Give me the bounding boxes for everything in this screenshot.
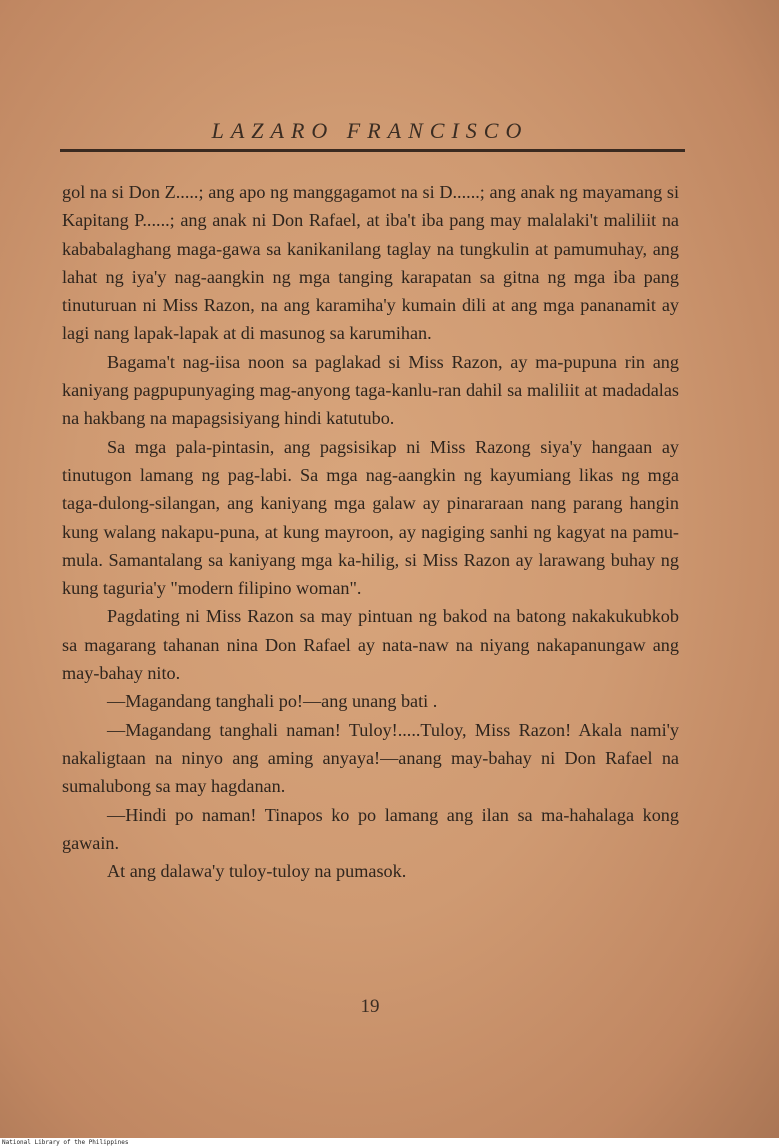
paragraph: Pagdating ni Miss Razon sa may pintuan ng bakod na batong nakakukubkob sa magarang tahanan nina Don Rafael ay nata-naw na niyang nakapanungaw ang may-bahay nito.: [62, 606, 679, 684]
paragraph: Sa mga pala-pintasin, ang pagsisikap ni Miss Razong siya'y hangaan ay tinutugon lamang ng pag-labi. Sa mga nag-aangkin ng kayumiang likas ng mga taga-dulong-silangan, ang kaniyang mga galaw ay pinararaan nang parang hangin kung walang nakapu-puna, at kung mayroon, ay nagiging sanhi ng kagyat na pamu-mula. Samantalang sa kaniyang mga ka-hilig, si Miss Razon ay larawang buhay ng kung taguria'y "modern filipino woman".: [62, 436, 679, 599]
paragraph: gol na si Don Z.....; ang apo ng manggagamot na si D......; ang anak ng mayamang si Kapitang P......; ang anak ni Don Rafael, at iba't iba pang may malalaki't maliliit na kababalaghang maga-gawa sa kanikanilang taglay na tungkulin at pamumuhay, ang lahat ng iya'y nag-aangkin ng mga tanging karapatan sa gitna ng mga iba pang tinuturuan ni Miss Razon, na ang karamiha'y kumain dili at ang mga pananamit ay lagi nang lapak-lapak at di masunog sa karumihan.: [62, 182, 679, 344]
paragraph: Bagama't nag-iisa noon sa paglakad si Miss Razon, ay ma-pupuna rin ang kaniyang pagpupunyaging mag-anyong taga-kanlu-ran dahil sa maliliit at madadalas na hakbang na mapagsisiyang hindi katutubo.: [62, 351, 679, 429]
paragraph: At ang dalawa'y tuloy-tuloy na pumasok.: [107, 861, 407, 882]
header-rule: [60, 149, 685, 152]
paragraph: —Magandang tanghali naman! Tuloy!.....Tuloy, Miss Razon! Akala nami'y nakaligtaan na ninyo ang aming anyaya!—anang may-bahay ni Don Rafael na sumalubong sa may hagdanan.: [62, 719, 679, 797]
paragraph: —Hindi po naman! Tinapos ko po lamang ang ilan sa ma-hahalaga kong gawain.: [62, 804, 679, 853]
page-number: 19: [360, 996, 380, 1017]
body-text: [62, 178, 679, 885]
library-credit: National Library of the Philippines: [2, 1139, 129, 1146]
running-head: LAZARO FRANCISCO: [211, 118, 529, 143]
paragraph: —Magandang tanghali po!—ang unang bati .: [107, 691, 438, 712]
footer-bar: [0, 1138, 779, 1148]
